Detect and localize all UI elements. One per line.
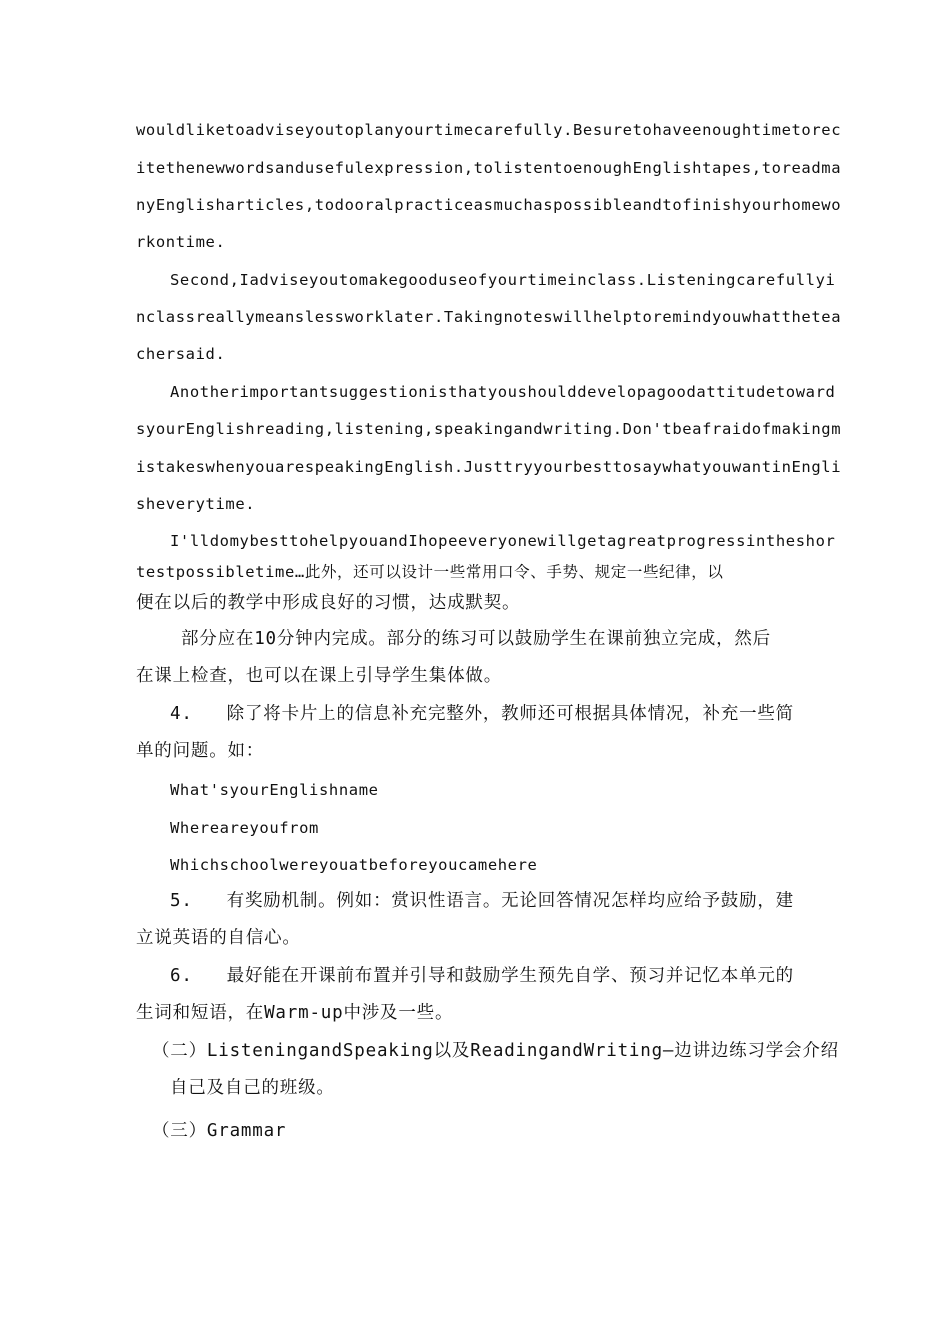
paragraph-line: Second,Iadviseyoutomakegooduseofyourtimeinclass.Listeningcarefullyi xyxy=(170,271,836,289)
paragraph-line: nyEnglisharticles,todooralpracticeasmuchaspossibleandtofinishyourhomewo xyxy=(136,196,842,214)
paragraph-line: rkontime. xyxy=(136,233,226,251)
paragraph-line: chersaid. xyxy=(136,345,226,363)
question-line: Whereareyoufrom xyxy=(170,819,319,837)
paragraph-line: syourEnglishreading,listening,speakingandwriting.Don'tbeafraidofmakingm xyxy=(136,420,842,438)
list-item-5-cont: 立说英语的自信心。 xyxy=(136,928,301,948)
paragraph-line: testpossibletime…此外，还可以设计一些常用口令、手势、规定一些纪律，以 xyxy=(136,563,724,581)
paragraph-line: 在课上检查，也可以在课上引导学生集体做。 xyxy=(136,666,502,686)
question-line: Whichschoolwereyouatbeforeyoucamehere xyxy=(170,856,538,874)
paragraph-line: Anotherimportantsuggestionisthatyoushoulddevelopagoodattitudetoward xyxy=(170,383,836,401)
paragraph-line: nclassreallymeanslessworklater.Takingnoteswillhelptoremindyouwhatthetea xyxy=(136,308,842,326)
paragraph-line: istakeswhenyouarespeakingEnglish.JusttryyourbesttosaywhatyouwantinEngli xyxy=(136,458,842,476)
paragraph-line: I'lldomybesttohelpyouandIhopeeveryonewillgetagreatprogressintheshor xyxy=(170,532,836,550)
section-heading-3: （三）Grammar xyxy=(152,1121,287,1141)
list-item-4: 4. 除了将卡片上的信息补充完整外，教师还可根据具体情况，补充一些简 xyxy=(170,704,794,724)
list-item-5: 5. 有奖励机制。例如：赏识性语言。无论回答情况怎样均应给予鼓励，建 xyxy=(170,891,794,911)
paragraph-line: 部分应在10分钟内完成。部分的练习可以鼓励学生在课前独立完成，然后 xyxy=(181,629,771,649)
paragraph-line: sheverytime. xyxy=(136,495,256,513)
section-heading-2: （二）ListeningandSpeaking以及ReadingandWriting—边讲边练习学会介绍 xyxy=(152,1041,839,1061)
paragraph-line: itethenewwordsandusefulexpression,tolistentoenoughEnglishtapes,toreadma xyxy=(136,159,842,177)
paragraph-line: wouldliketoadviseyoutoplanyourtimecarefully.Besuretohaveenoughtimetorec xyxy=(136,121,842,139)
list-item-6-cont: 生词和短语，在Warm-up中涉及一些。 xyxy=(136,1003,454,1023)
section-heading-2-cont: 自己及自己的班级。 xyxy=(170,1078,335,1098)
list-item-6: 6. 最好能在开课前布置并引导和鼓励学生预先自学、预习并记忆本单元的 xyxy=(170,966,794,986)
list-item-4-cont: 单的问题。如： xyxy=(136,741,265,761)
question-line: What'syourEnglishname xyxy=(170,781,379,799)
paragraph-line: 便在以后的教学中形成良好的习惯，达成默契。 xyxy=(136,593,521,613)
